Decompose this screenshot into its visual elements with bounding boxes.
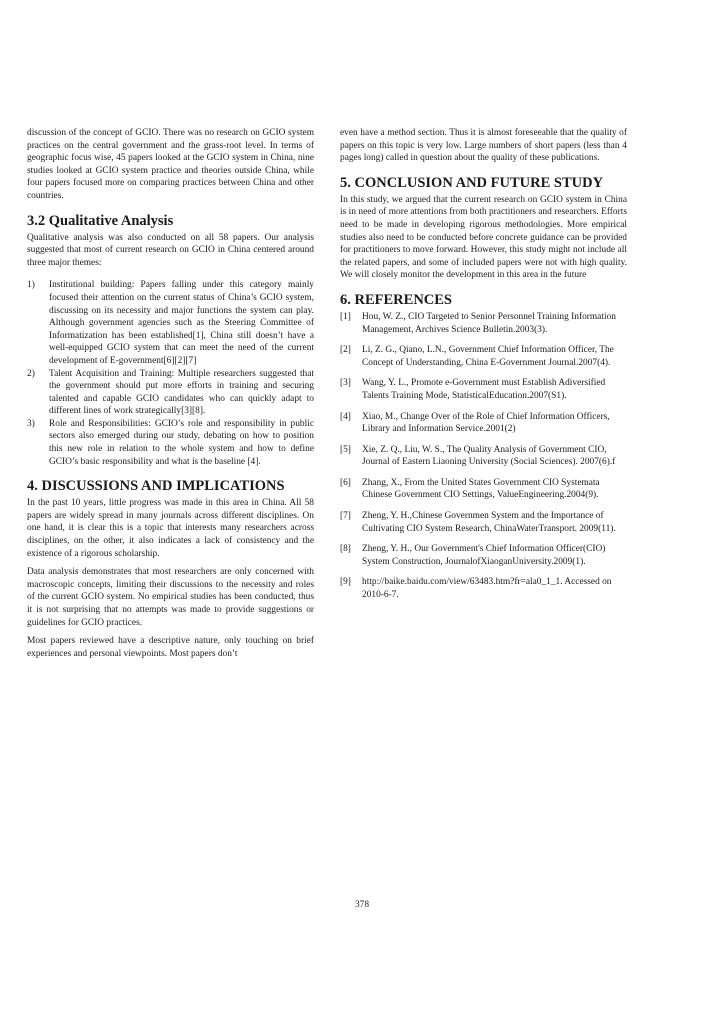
paragraph-conclusion: In this study, we argued that the current research on GCIO system in China is in need of more attentions from both practitioners and researchers. Efforts need to be made in developing rigorous methodologies. More empirical studies also need to be conducted before concrete guidance can be provided for practitioners to move forward. However, this study might not include all the related papers, and some of included papers were not with high quality. We will closely monitor the development in this area in the future <box>340 194 627 281</box>
reference-item <box>340 311 627 336</box>
paragraph-qualitative-analysis: Qualitative analysis was also conducted on all 58 papers. Our analysis suggested that most of current research on GCIO in China centered around three major themes: <box>27 232 314 268</box>
paragraph-discussion-2: Data analysis demonstrates that most researchers are only concerned with macroscopic concepts, limiting their discussions to the necessity and roles of the current GCIO system. No empirical studies has been conducted, thus it is not surprising that no attempts was made to provide suggestions or guidelines for GCIO practices. <box>27 567 314 628</box>
theme-item <box>27 368 314 418</box>
paragraph-discussion-3: Most papers reviewed have a descriptive nature, only touching on brief experiences and personal viewpoints. Most papers don’t <box>27 636 314 659</box>
theme-number: 2) <box>27 368 35 379</box>
reference-item <box>340 510 627 535</box>
paragraph-gcio-concept: discussion of the concept of GCIO. There was no research on GCIO system practices on the central government and the grass-root level. In terms of geographic focus wise, 45 papers looked at the GCIO system in China, nine studies looked at GCIO system practice and theories outside China, while four papers focused more on comparing practices between China and other countries. <box>27 128 314 201</box>
left-column <box>27 127 314 666</box>
paragraph-discussion-1: In the past 10 years, little progress was made in this area in China. All 58 papers are widely spread in many journals across different disciplines. On one hand, it is clear this is a topic that interests many researchers across disciplines, on the other, it also indicates a lack of consistency and the existence of a rigorous scholarship. <box>27 498 314 559</box>
reference-text: Xie, Z. Q., Liu, W. S., The Quality Analysis of Government CIO, Journal of Eastern Liaoning University (Social Sciences). 2007(6).f <box>362 444 616 468</box>
page-number: 378 <box>354 900 370 910</box>
heading-references: 6. REFERENCES <box>340 291 452 308</box>
theme-text: Role and Responsibilities: GCIO’s role and responsibility in public sectors also emerged during our study, debating on how to position this new role in relation to the whole system and how to define GCIO’s basic responsibility and what is the baseline [4]. <box>49 418 314 467</box>
reference-number: [8] <box>340 544 351 555</box>
theme-item <box>27 279 314 367</box>
references-list <box>340 311 627 602</box>
reference-item <box>340 444 627 469</box>
reference-number: [6] <box>340 477 351 488</box>
reference-text: Zheng, Y. H.,Chinese Governmen System and the Importance of Cultivating CIO System Research, ChinaWaterTransport. 2009(11). <box>362 511 616 534</box>
reference-text: Hou, W. Z., CIO Targeted to Senior Personnel Training Information Management, Archives Science Bulletin.2003(3). <box>362 311 616 335</box>
reference-item <box>340 344 627 369</box>
reference-text: Zheng, Y. H., Our Government's Chief Information Officer(CIO) System Construction, JournalofXiaoganUniversity.2009(1). <box>362 544 606 567</box>
reference-item <box>340 543 627 568</box>
reference-text: http://baike.baidu.com/view/63483.htm?fr=ala0_1_1. Accessed on 2010-6-7. <box>362 577 612 601</box>
reference-number: [2] <box>340 345 351 356</box>
reference-text: Zhang, X., From the United States Government CIO Systemata Chinese Government CIO Settings, ValueEngineering.2004(9). <box>362 477 600 501</box>
heading-discussions: 4. DISCUSSIONS AND IMPLICATIONS <box>27 478 285 495</box>
reference-text: Xiao, M., Change Over of the Role of Chief Information Officers, Library and Information Service.2001(2) <box>362 411 610 435</box>
theme-item <box>27 418 314 468</box>
heading-conclusion: 5. CONCLUSION AND FUTURE STUDY <box>340 174 604 191</box>
reference-item <box>340 411 627 436</box>
theme-text: Talent Acquisition and Training: Multiple researchers suggested that the government should put more efforts in training and securing talented and capable GCIO candidates who can quickly adapt to different lines of work strategically[3][8]. <box>49 368 314 417</box>
reference-number: [1] <box>340 311 351 322</box>
right-column <box>340 127 627 610</box>
reference-text: Wang, Y. L., Promote e-Government must Establish Adiversified Talents Training Mode, StatisticalEducation.2007(S1). <box>362 378 606 401</box>
paragraph-method-continuation: even have a method section. Thus it is almost foreseeable that the quality of papers on this topic is very low. Large numbers of short papers (less than 4 pages long) called in question about the quality of these publications. <box>340 128 627 164</box>
reference-item <box>340 477 627 502</box>
theme-number: 1) <box>27 280 35 291</box>
reference-number: [4] <box>340 411 351 422</box>
reference-number: [9] <box>340 577 351 588</box>
reference-number: [5] <box>340 444 351 455</box>
reference-text: Li, Z. G., Qiano, L.N., Government Chief Information Officer, The Concept of Understanding, China E-Government Journal.2007(4). <box>362 345 614 368</box>
reference-item <box>340 576 627 601</box>
theme-number: 3) <box>27 418 35 429</box>
reference-number: [7] <box>340 511 351 522</box>
theme-text: Institutional building: Papers falling under this category mainly focused their attention on the current status of China’s GCIO system, discussing on its necessity and major functions the system can play. Although government agencies such as the Steering Committee of Informatization has been established[1], China still doesn’t have a well-equipped GCIO system that can meet the need of the current development of E-government[6][2][7] <box>49 280 314 366</box>
themes-list <box>27 279 314 468</box>
reference-number: [3] <box>340 378 351 389</box>
heading-qualitative-analysis: 3.2 Qualitative Analysis <box>27 212 174 229</box>
reference-item <box>340 377 627 402</box>
